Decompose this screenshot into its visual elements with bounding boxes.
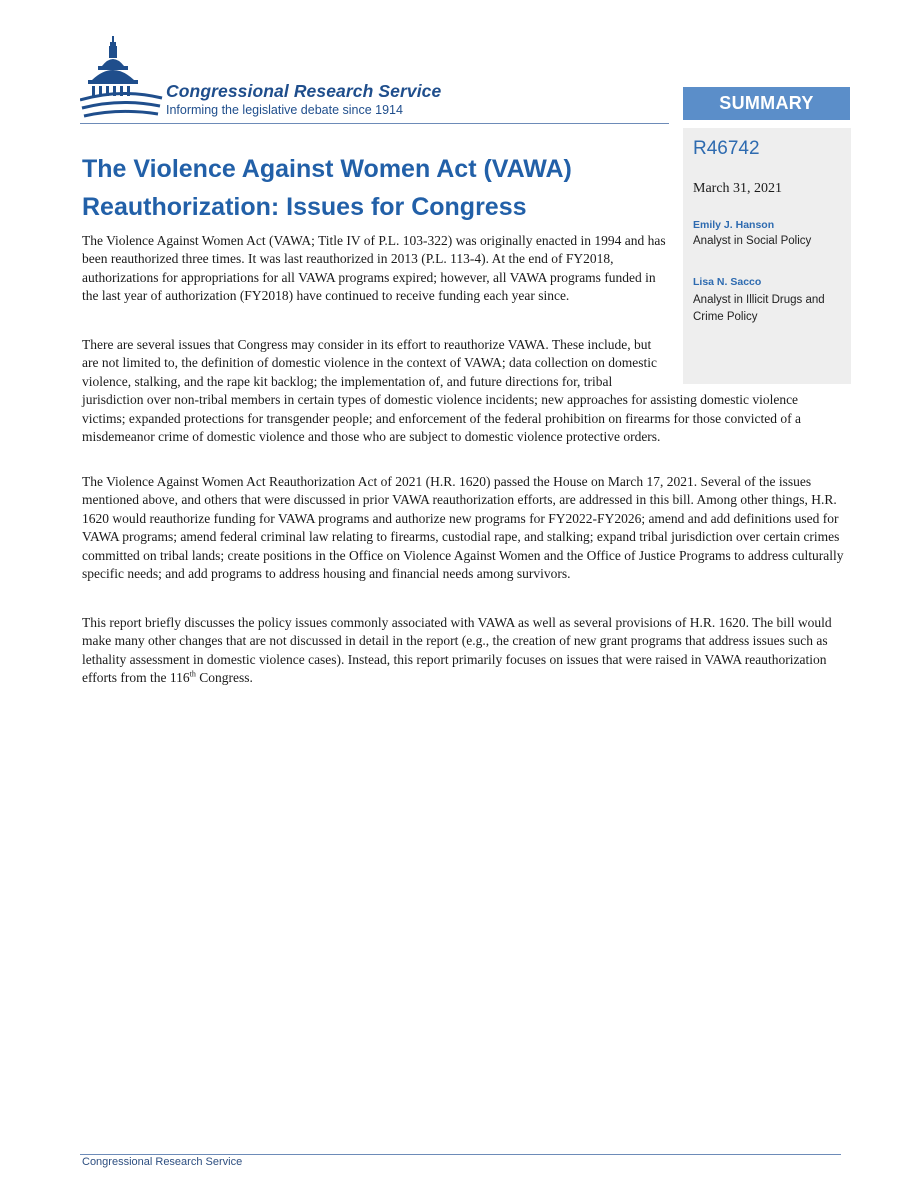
ordinal-suffix: th <box>189 669 196 679</box>
capitol-dome-icon <box>80 36 170 120</box>
author-title: Analyst in Social Policy <box>693 235 812 247</box>
footer-org-name: Congressional Research Service <box>82 1156 243 1168</box>
paragraph-text: This report briefly discusses the policy issues commonly associated with VAWA as well as several provisions of H.R. 1620. The bill would make many other changes that are not discussed in detail in the report (e.g., the creation of new grant programs that address issues such as lethality assessment in domestic violence cases). Instead, this report primarily focuses on issues that were raised in VAWA reauthorization efforts from the 116 <box>82 615 832 686</box>
paragraph-text-tail: Congress. <box>195 670 253 686</box>
footer-divider <box>80 1154 841 1155</box>
author-name: Lisa N. Sacco <box>693 276 762 288</box>
summary-paragraph: The Violence Against Women Act (VAWA; Title IV of P.L. 103-322) was originally enacted in 1994 and has been reauthorized three times. It was last reauthorized in 2013 (P.L. 113-4). At the end of FY2018, authorizations for appropriations for all VAWA programs expired; however, all VAWA programs funded in the last year of authorization (FY2018) have continued to receive funding each year since. <box>82 233 666 304</box>
report-date: March 31, 2021 <box>693 181 783 196</box>
summary-paragraph <box>82 336 844 446</box>
org-tagline: Informing the legislative debate since 1914 <box>166 103 403 117</box>
sidebar-spacer <box>668 336 844 386</box>
paragraph-text: There are several issues that Congress may consider in its effort to reauthorize VAWA. These include, but are not limited to, the definition of domestic violence in the context of VAWA; data collection on domestic violence, stalking, and the rape kit backlog; the implementation of, and future directions for, tribal jurisdiction over non-tribal members in certain types of domestic violence incidents; new approaches for assisting domestic violence victims; expanded protections for transgender people; and enforcement of the federal prohibition on firearms for those convicted of a misdemeanor crime of domestic violence and those who are subject to domestic violence protective orders. <box>82 337 801 445</box>
summary-paragraph: The Violence Against Women Act Reauthorization Act of 2021 (H.R. 1620) passed the House on March 17, 2021. Several of the issues mentioned above, and others that were discussed in prior VAWA reauthorization efforts, are addressed in this bill. Among other things, H.R. 1620 would reauthorize funding for VAWA programs and authorize new programs for FY2022-FY2026; amend and add definitions used for VAWA programs; amend federal criminal law relating to firearms, custodial rape, and stalking; expand tribal jurisdiction over certain crimes committed on tribal lands; create positions in the Office on Violence Against Women and the Office of Justice Programs to address culturally specific needs; and add programs to address housing and financial needs among survivors. <box>82 474 844 582</box>
author-title: Analyst in Illicit Drugs and Crime Policy <box>693 294 825 323</box>
org-name: Congressional Research Service <box>166 81 442 101</box>
summary-tab: SUMMARY <box>683 87 850 120</box>
summary-paragraph <box>82 614 844 688</box>
author-name: Emily J. Hanson <box>693 219 775 231</box>
header-divider <box>80 123 669 124</box>
page-title: The Violence Against Women Act (VAWA) Reauthorization: Issues for Congress <box>82 155 572 221</box>
report-number: R46742 <box>693 138 760 159</box>
